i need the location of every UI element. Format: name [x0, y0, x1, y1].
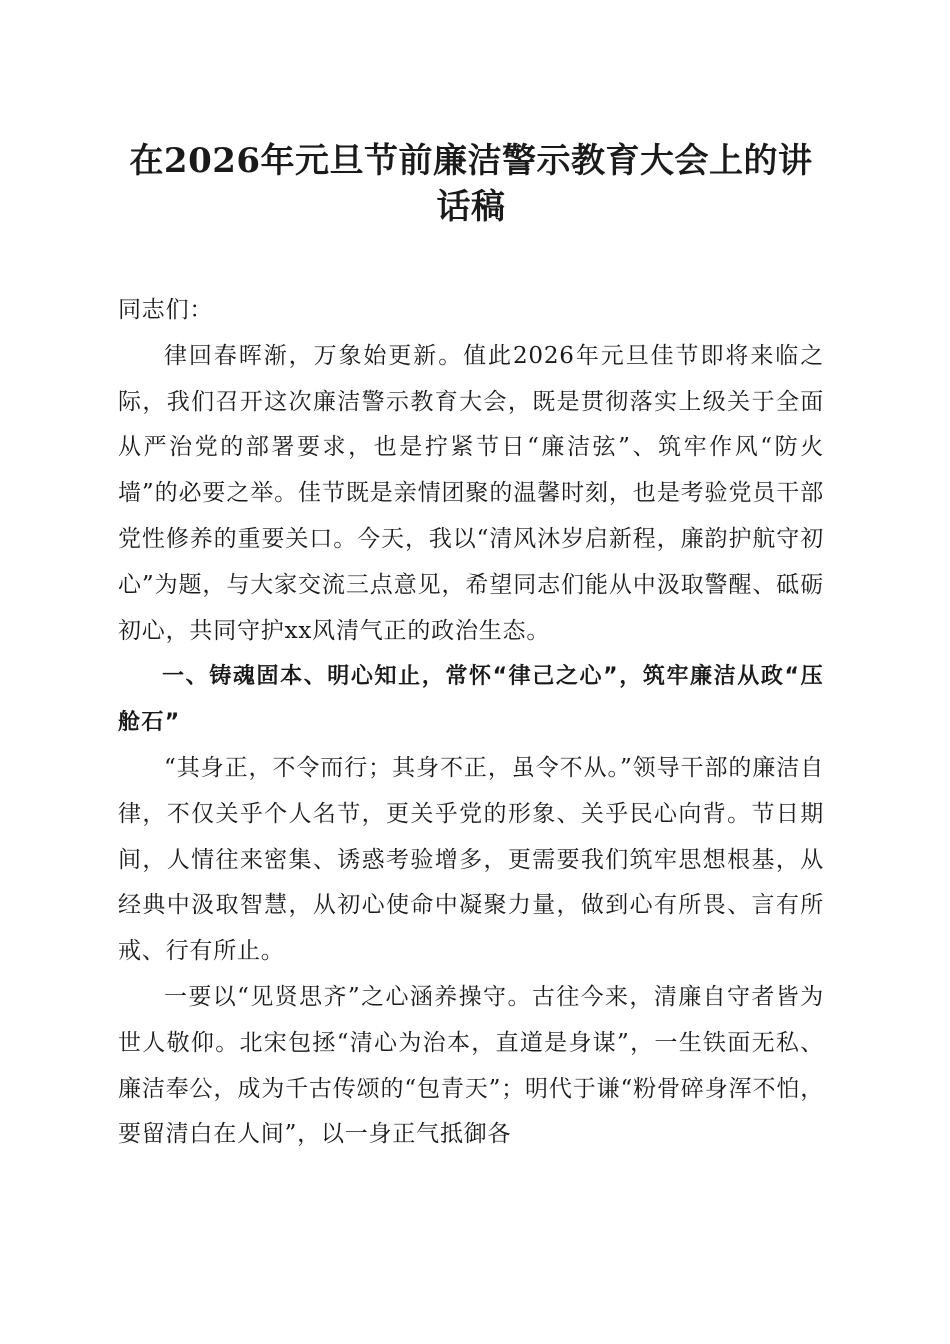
section-paragraph: 一要以“见贤思齐”之心涵养操守。古往今来，清廉自守者皆为世人敬仰。北宋包拯“清心为治本，直道是身谋”，一生铁面无私、廉洁奉公，成为千古传颂的“包青天”；明代于谦“粉骨碎身浑不怕，要留清白在人间”，以一身正气抵御各	[118, 983, 824, 1148]
document-title: 在2026年元旦节前廉洁警示教育大会上的讲话稿	[129, 141, 813, 227]
section-heading: 一、铸魂固本、明心知止，常怀“律己之心”，筑牢廉洁从政“压舱石”	[118, 664, 824, 736]
opening-paragraph: 律回春晖渐，万象始更新。值此2026年元旦佳节即将来临之际，我们召开这次廉洁警示教育大会，既是贯彻落实上级关于全面从严治党的部署要求，也是拧紧节日“廉洁弦”、筑牢作风“防火墙”的必要之举。佳节既是亲情团聚的温馨时刻，也是考验党员干部党性修养的重要关口。今天，我以“清风沐岁启新程，廉韵护航守初心”为题，与大家交流三点意见，希望同志们能从中汲取警醒、砥砺初心，共同守护xx风清气正的政治生态。	[118, 342, 824, 644]
document-page	[118, 138, 824, 1158]
section-paragraph: “其身正，不令而行；其身不正，虽令不从。”领导干部的廉洁自律，不仅关乎个人名节，更关乎党的形象、关乎民心向背。节日期间，人情往来密集、诱惑考验增多，更需要我们筑牢思想根基，从经典中汲取智慧，从初心使命中凝聚力量，做到心有所畏、言有所戒、行有所止。	[118, 754, 824, 965]
salutation: 同志们：	[118, 297, 214, 323]
document-body	[118, 288, 824, 1158]
